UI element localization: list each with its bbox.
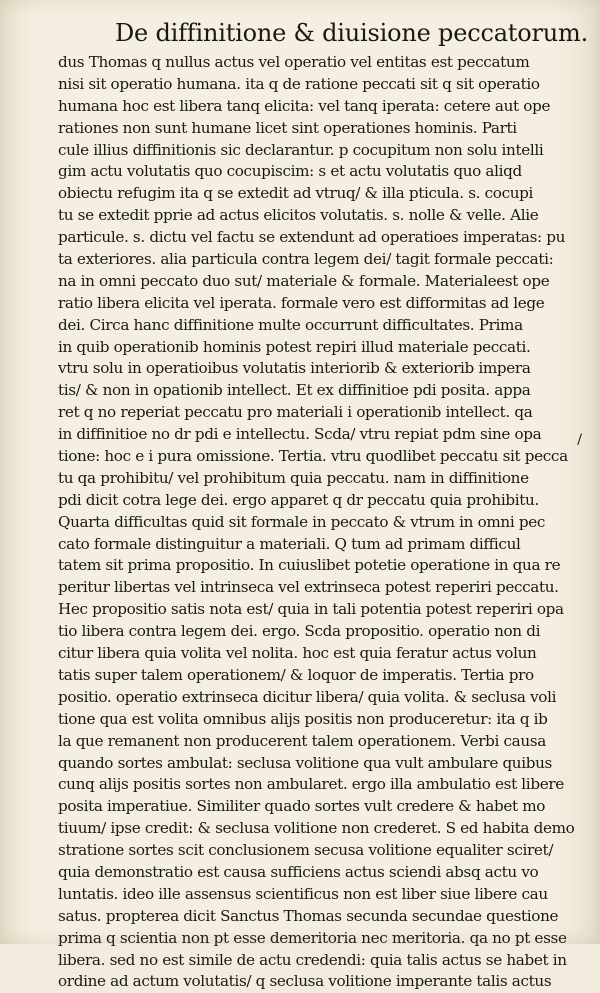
text-line: dus Thomas q nullus actus vel operatio vel entitas est peccatum [58,53,530,71]
text-line: tatem sit prima propositio. In cuiuslibet potetie operatione in qua re [58,556,561,575]
text-line: pdi dicit cotra lege dei. ergo apparet q dr peccatu quia prohibitu. [58,490,539,509]
text-line: peritur libertas vel intrinseca vel extrinseca potest reperiri peccatu. [58,578,559,597]
text-line: Hec propositio satis nota est/ quia in tali potentia potest reperiri opa [58,600,564,619]
text-line: tu se extedit pprie ad actus elicitos volutatis. s. nolle & velle. Alie [58,206,539,225]
text-line: gim actu volutatis quo cocupiscim: s et actu volutatis quo aliqd [58,162,522,181]
text-line: satus. propterea dicit Sanctus Thomas secunda secundae questione [58,906,559,925]
margin-mark: / [577,432,582,448]
text-line: rationes non sunt humane licet sint operationes hominis. Parti [58,118,517,137]
text-line: ratio libera elicita vel iperata. formale vero est difformitas ad lege [58,293,545,312]
text-line: ordine ad actum volutatis/ q seclusa volitione imperante talis actus [58,972,552,991]
text-line: tis/ & non in opationib intellect. Et ex diffinitioe pdi posita. appa [58,381,531,400]
text-line: tione: hoc e i pura omissione. Tertia. vtru quodlibet peccatu sit pecca [58,447,568,466]
text-line: Quarta difficultas quid sit formale in peccato & vtrum in omni pec [58,512,545,531]
text-line: in quib operationib hominis potest repiri illud materiale peccati. [58,337,531,356]
text-line: obiectu refugim ita q se extedit ad vtruq/ & illa pticula. s. cocupi [58,184,534,203]
text-line: in diffinitioe no dr pdi e intellectu. Scda/ vtru repiat pdm sine opa [58,425,542,444]
text-line: cunq alijs positis sortes non ambularet. ergo illa ambulatio est libere [58,775,564,794]
text-line: quia demonstratio est causa sufficiens actus sciendi absq actu vo [58,862,539,881]
text-line: nisi sit operatio humana. ita q de ratione peccati sit q sit operatio [58,74,540,93]
page-heading: De diffinitione & diuisione peccatorum. [115,19,589,47]
text-line: stratione sortes scit conclusionem secusa volitione equaliter sciret/ [58,841,554,860]
text-line: posita imperatiue. Similiter quado sortes vult credere & habet mo [58,797,546,816]
text-line: cule illius diffinitionis sic declarantur. p cocupitum non solu intelli [58,140,544,159]
text-line: tu qa prohibitu/ vel prohibitum quia peccatu. nam in diffinitione [58,468,529,487]
text-line: positio. operatio extrinseca dicitur libera/ quia volita. & seclusa voli [58,687,557,706]
text-line: libera. sed no est simile de actu credendi: quia talis actus se habet in [58,950,567,969]
text-line: citur libera quia volita vel nolita. hoc est quia feratur actus volun [58,644,537,663]
text-line: cato formale distinguitur a materiali. Q tum ad primam difficul [58,534,521,553]
text-line: particule. s. dictu vel factu se extendunt ad operatioes imperatas: pu [58,228,566,247]
body-text [58,52,578,993]
text-line: tio libera contra legem dei. ergo. Scda propositio. operatio non di [58,622,541,641]
text-line: tione qua est volita omnibus alijs positis non produceretur: ita q ib [58,709,548,728]
text-line: ret q no reperiat peccatu pro materiali i operationib intellect. qa [58,403,533,422]
text-line: prima q scientia non pt esse demeritoria nec meritoria. qa no pt esse [58,928,567,947]
text-line: na in omni peccato duo sut/ materiale & formale. Materialeest ope [58,271,550,290]
text-line: tiuum/ ipse credit: & seclusa volitione non crederet. S ed habita demo [58,819,575,838]
text-line: vtru solu in operatioibus volutatis interiorib & exteriorib impera [58,359,531,378]
text-line: tatis super talem operationem/ & loquor de imperatis. Tertia pro [58,665,534,684]
text-line: humana hoc est libera tanq elicita: vel tanq iperata: cetere aut ope [58,96,551,115]
text-line: quando sortes ambulat: seclusa volitione qua vult ambulare quibus [58,753,552,772]
text-line: ta exteriores. alia particula contra legem dei/ tagit formale peccati: [58,250,554,269]
text-line: dei. Circa hanc diffinitione multe occurrunt difficultates. Prima [58,315,523,334]
text-line: la que remanent non producerent talem operationem. Verbi causa [58,731,546,750]
text-line: luntatis. ideo ille assensus scientificus non est liber siue libere cau [58,884,548,903]
